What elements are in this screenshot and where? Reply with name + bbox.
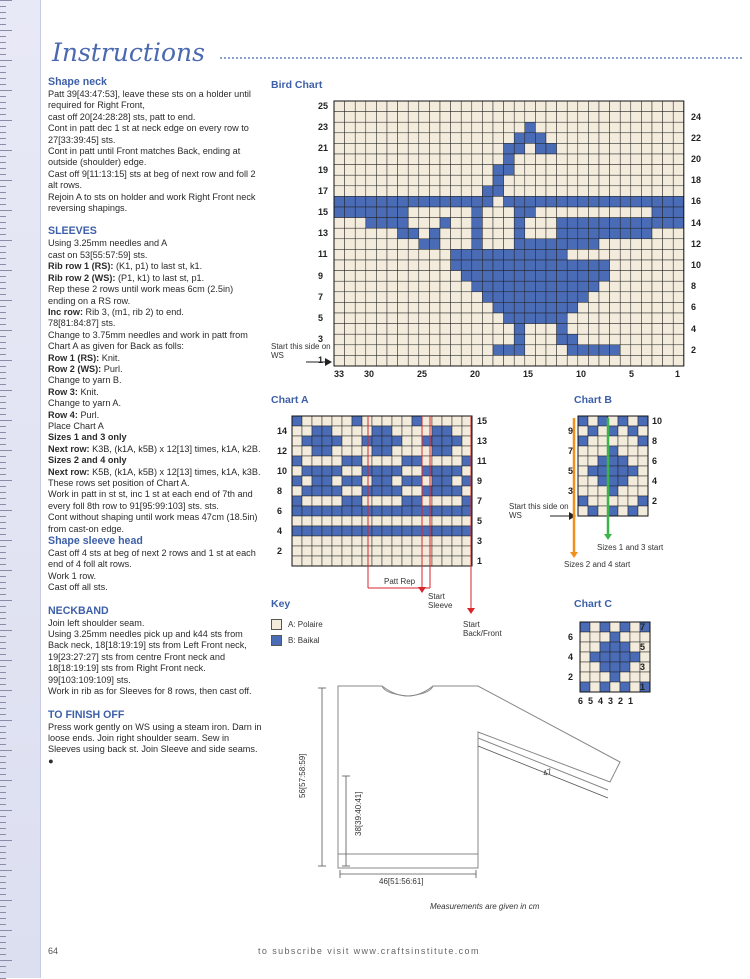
- key-item-a: [271, 619, 323, 630]
- bird-row-number: 24: [691, 111, 702, 122]
- instruction-bold: Row 3:: [48, 386, 78, 397]
- chart-c-col-number: 6: [578, 696, 584, 706]
- instruction-text: K5B, (k1A, k5B) x 12[13] times, k1A, k3B.: [89, 466, 261, 477]
- measurements-note: Measurements are given in cm: [430, 902, 540, 911]
- sizes-2-4-arrowhead: [570, 552, 578, 558]
- instruction-text: (K1, p1) to last st, k1.: [113, 261, 203, 272]
- chart-c-row-number: 6: [568, 632, 574, 642]
- instruction-bold: Rib row 1 (RS):: [48, 261, 114, 272]
- chart-a-row-number: 7: [477, 496, 483, 506]
- chart-c-col-number: 1: [628, 696, 634, 706]
- chart-c-row-number: 7: [640, 622, 646, 632]
- instruction-text: Cont without shaping until work meas 47cm (18.5in) from cast-on edge.: [48, 512, 258, 534]
- patt-rep-label: Patt Rep: [384, 577, 416, 586]
- bird-row-number: 21: [318, 143, 329, 154]
- instruction-bold: Sizes 2 and 4 only: [48, 455, 127, 466]
- chart-c-row-number: 1: [640, 682, 646, 692]
- chart-b-row-number: 3: [568, 486, 574, 496]
- instruction-bold: Row 4:: [48, 409, 78, 420]
- bird-row-number: 18: [691, 175, 702, 186]
- chart-a-row-number: 8: [277, 486, 283, 496]
- swatch-a: [271, 619, 282, 630]
- chart-c-col-number: 5: [588, 696, 594, 706]
- bird-row-number: 7: [318, 291, 324, 302]
- instruction-text: (P1, k1) to last st, p1.: [115, 272, 205, 283]
- chart-b-row-number: 5: [568, 466, 574, 476]
- chart-b-row-number: 6: [652, 456, 658, 466]
- instruction-text: Change to 3.75mm needles and work in patt from Chart A as given for Back as folls:: [48, 329, 248, 352]
- chart-a-row-number: 9: [477, 476, 483, 486]
- section-heading-34: NECKBAND: [48, 604, 109, 617]
- measure-sleeve: 47: [541, 766, 554, 779]
- key-item-a-label: A: Polaire: [288, 620, 323, 629]
- chart-a-row-number: 3: [477, 536, 483, 546]
- measure-side: 38[39:40:41]: [354, 791, 363, 836]
- section-heading-30: Shape sleeve head: [48, 535, 143, 548]
- bird-start-note: Start this side on WS: [271, 342, 331, 360]
- chart-b-row-number: 8: [652, 436, 658, 446]
- instruction-text: Knit.: [99, 352, 120, 363]
- instruction-text: Purl.: [101, 363, 123, 374]
- bird-row-number: 25: [318, 101, 329, 111]
- key-label: Key: [271, 598, 291, 610]
- bird-row-number: 6: [691, 302, 697, 313]
- start-back-front-arrowhead: [467, 608, 475, 614]
- instruction-text: cast off 20[24:28:28] sts, patt to end.: [48, 111, 196, 122]
- chart-a-label: Chart A: [271, 394, 309, 406]
- instruction-text: Rib 3, (m1, rib 2) to end.: [82, 306, 184, 317]
- bird-row-number: 16: [691, 196, 702, 207]
- key-item-b: [271, 635, 320, 646]
- instruction-text: Rep these 2 rows until work meas 6cm (2.5in) ending on a RS row.: [48, 284, 234, 306]
- instruction-bold: Rib row 2 (WS):: [48, 272, 116, 283]
- bird-col-number: 20: [470, 369, 481, 379]
- chart-a-row-number: 4: [277, 526, 283, 536]
- chart-a-row-number: 11: [477, 456, 487, 466]
- bird-row-number: 8: [691, 281, 697, 292]
- chart-a-row-number: 1: [477, 556, 483, 566]
- chart-c-label: Chart C: [574, 598, 612, 610]
- chart-c-col-number: 2: [618, 696, 624, 706]
- start-sleeve-arrowhead: [418, 587, 426, 593]
- bird-col-number: 25: [417, 369, 428, 379]
- chart-c-row-number: 5: [640, 642, 646, 652]
- instruction-text: Patt 39[43:47:53], leave these sts on a holder until required for Right Front,: [48, 89, 251, 111]
- chart-b-row-number: 4: [652, 476, 658, 486]
- sweater-schematic: [290, 676, 620, 886]
- bird-row-number: 10: [691, 260, 702, 270]
- instruction-text: Press work gently on WS using a steam iron. Darn in loose ends. Join right shoulder seam. Sew in Sleeves using back st. Join Sleeve and side seams. ●: [48, 721, 262, 766]
- instruction-bold: Row 1 (RS):: [48, 352, 100, 363]
- instruction-text: cast on 53[55:57:59] sts.: [48, 249, 148, 260]
- bird-row-number: 2: [691, 344, 697, 355]
- bird-col-number: 1: [675, 369, 681, 379]
- bird-row-number: 5: [318, 313, 324, 323]
- heading-title: Instructions: [52, 38, 205, 67]
- section-heading-38: TO FINISH OFF: [48, 708, 125, 721]
- instruction-text: Rejoin A to sts on holder and work Right Front neck reversing shapings.: [48, 191, 256, 214]
- bird-col-number: 30: [364, 369, 375, 379]
- instruction-bold: Inc row:: [48, 306, 83, 317]
- chart-b-row-number: 7: [568, 446, 574, 456]
- instruction-text: Place Chart A: [48, 420, 104, 431]
- chart-c-col-number: 4: [598, 696, 604, 706]
- instruction-text: Join left shoulder seam.: [48, 617, 145, 628]
- bird-row-number: 17: [318, 185, 329, 196]
- start-back-front-label: Start Back/Front: [463, 620, 502, 638]
- bird-row-number: 23: [318, 122, 329, 133]
- bird-chart-label: Bird Chart: [271, 79, 323, 91]
- instruction-text: Purl.: [77, 409, 100, 420]
- page-number: 64: [48, 946, 59, 956]
- chart-b-row-number: 2: [652, 496, 658, 506]
- instruction-text: These rows set position of Chart A.: [48, 478, 190, 488]
- chart-b-start-note: Start this side on WS: [509, 502, 569, 520]
- bird-row-number: 12: [691, 238, 702, 249]
- bird-row-number: 19: [318, 164, 329, 175]
- instruction-bold: Next row:: [48, 466, 90, 477]
- instruction-text: Cont in patt dec 1 st at neck edge on every row to 27[33:39:45] sts.: [48, 123, 249, 145]
- chart-b-row-number: 9: [568, 426, 574, 436]
- key-item-b-label: B: Baikal: [288, 636, 320, 645]
- chart-a-row-number: 2: [277, 546, 283, 556]
- sizes-1-3-arrowhead: [604, 534, 612, 540]
- bird-col-number: 15: [523, 369, 534, 379]
- measure-width: 46[51:56:61]: [379, 877, 424, 886]
- bird-row-number: 1: [318, 355, 324, 366]
- bird-row-number: 9: [318, 270, 324, 281]
- sizes-2-4-label: Sizes 2 and 4 start: [564, 560, 631, 569]
- bird-row-number: 22: [691, 132, 702, 143]
- instruction-text: Cont in patt until Front matches Back, ending at outside (shoulder) edge.: [48, 146, 241, 168]
- bird-row-number: 3: [318, 334, 324, 345]
- instruction-text: Knit.: [77, 386, 99, 397]
- chart-c-col-number: 3: [608, 696, 614, 706]
- bird-row-number: 14: [691, 217, 702, 228]
- measure-length: 56[57:58:59]: [298, 753, 307, 798]
- bird-row-number: 11: [318, 249, 328, 260]
- start-sleeve-label: Start Sleeve: [428, 592, 453, 610]
- bird-col-number: 33: [334, 369, 345, 379]
- chart-a-row-number: 12: [277, 446, 288, 456]
- chart-b-row-number: 10: [652, 416, 663, 426]
- instruction-text: Work in patt in st st, inc 1 st at each end of 7th and every foll 8th row to 91[95:99:103] sts. sts.: [48, 489, 253, 511]
- chart-a-row-number: 15: [477, 416, 488, 426]
- chart-c-row-number: 3: [640, 662, 646, 672]
- section-heading-7: SLEEVES: [48, 225, 97, 238]
- instruction-bold: Row 2 (WS):: [48, 363, 102, 374]
- chart-a-row-number: 13: [477, 436, 488, 446]
- chart-a-row-number: 10: [277, 466, 288, 476]
- instruction-text: K3B, (k1A, k5B) x 12[13] times, k1A, k2B.: [89, 443, 261, 454]
- bird-row-number: 20: [691, 154, 702, 164]
- instruction-text: Using 3.25mm needles pick up and k44 sts from Back neck, 18[18:19:19] sts from Left Front neck, 19[23:27:27] sts from centre Front neck and 18[18:19:19] sts from Right Front neck. 99[103:109:109] sts.: [48, 629, 247, 685]
- instruction-text: Change to yarn B.: [48, 375, 122, 386]
- instruction-text: 78[81:84:87] sts.: [48, 318, 116, 329]
- bird-row-number: 15: [318, 207, 329, 217]
- footer-url: to subscribe visit www.craftsinstitute.com: [258, 946, 480, 956]
- chart-b-label: Chart B: [574, 394, 612, 406]
- chart-a-row-number: 6: [277, 506, 283, 516]
- section-heading-0: Shape neck: [48, 76, 107, 88]
- instruction-text: Cast off 4 sts at beg of next 2 rows and 1 st at each end of 4 foll alt rows.: [48, 548, 256, 570]
- instruction-text: Work in rib as for Sleeves for 8 rows, then cast off.: [48, 686, 252, 697]
- bird-col-number: 10: [576, 369, 587, 379]
- instruction-text: Cast off all sts.: [48, 582, 108, 593]
- instruction-bold: Next row:: [48, 443, 90, 454]
- chart-a-row-number: 14: [277, 426, 288, 436]
- instruction-text: Using 3.25mm needles and A: [48, 238, 168, 249]
- instruction-text: Work 1 row.: [48, 570, 97, 581]
- bird-row-number: 13: [318, 228, 329, 239]
- bird-col-number: 5: [629, 369, 635, 379]
- chart-a-row-number: 5: [477, 516, 483, 526]
- instruction-bold: Sizes 1 and 3 only: [48, 432, 127, 443]
- instruction-text: Change to yarn A.: [48, 398, 122, 409]
- instruction-text: Cast off 9[11:13:15] sts at beg of next row and foll 2 alt rows.: [48, 168, 256, 191]
- bird-row-number: 4: [691, 323, 697, 334]
- swatch-b: [271, 635, 282, 646]
- chart-c-row-number: 2: [568, 672, 574, 682]
- sizes-1-3-label: Sizes 1 and 3 start: [597, 543, 664, 552]
- chart-c-row-number: 4: [568, 652, 574, 662]
